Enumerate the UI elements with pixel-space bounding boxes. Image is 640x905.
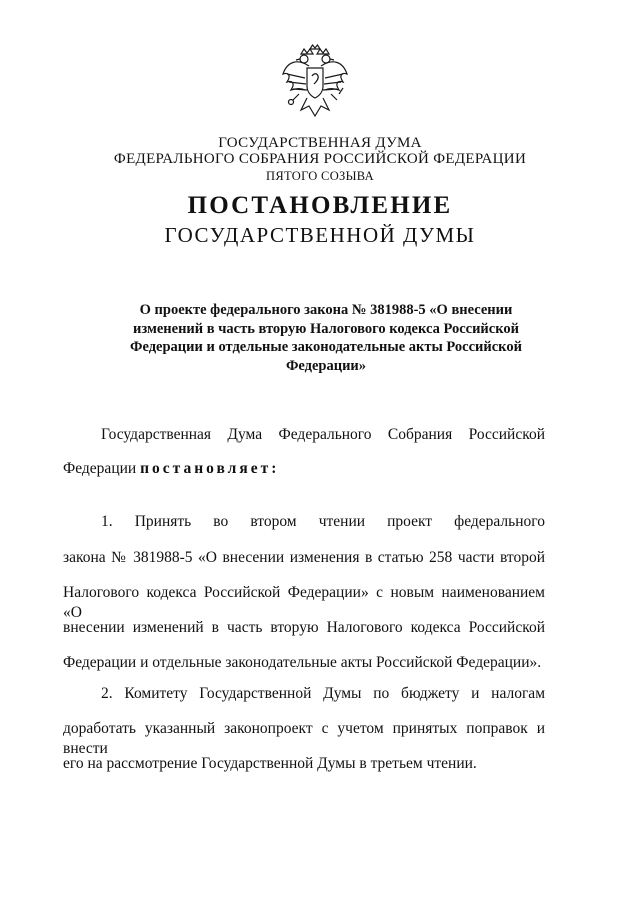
header-line-assembly: ФЕДЕРАЛЬНОГО СОБРАНИЯ РОССИЙСКОЙ ФЕДЕРАЦИИ xyxy=(113,151,527,167)
point-2-line-1: 2. Комитету Государственной Думы по бюджету и налогам xyxy=(101,685,545,702)
resolves-federation-word: Федерации xyxy=(63,460,137,477)
point-1-line-2: закона № 381988-5 «О внесении изменения в статью 258 части второй xyxy=(63,549,545,566)
point-1-line-3: Налогового кодекса Российской Федерации» с новым наименованием «О xyxy=(63,584,545,621)
point-2-line-2: доработать указанный законопроект с учетом принятых поправок и внести xyxy=(63,720,545,757)
document-title: ПОСТАНОВЛЕНИЕ xyxy=(187,192,453,219)
subject-heading: О проекте федерального закона № 381988-5 «О внесении изменений в часть вторую Налогового кодекса Российской Федерации и отдельные законодательные акты Российской Федерации» xyxy=(130,302,522,374)
point-1-line-1: 1. Принять во втором чтении проект федерального xyxy=(101,513,545,530)
point-1-line-4: внесении изменений в часть вторую Налогового кодекса Российской xyxy=(63,619,545,636)
header-line-convocation: ПЯТОГО СОЗЫВА xyxy=(266,169,374,183)
resolves-line-2 xyxy=(63,459,545,479)
header-line-duma: ГОСУДАРСТВЕННАЯ ДУМА xyxy=(218,135,422,151)
resolves-keyword: постановляет: xyxy=(140,460,280,477)
document-subtitle: ГОСУДАРСТВЕННОЙ ДУМЫ xyxy=(164,223,476,247)
point-2-line-3: его на рассмотрение Государственной Думы в третьем чтении. xyxy=(63,755,477,772)
state-emblem-icon xyxy=(279,44,351,120)
point-1-line-5: Федерации и отдельные законодательные акты Российской Федерации». xyxy=(63,654,542,671)
resolves-line-1: Государственная Дума Федерального Собрания Российской xyxy=(101,426,545,443)
